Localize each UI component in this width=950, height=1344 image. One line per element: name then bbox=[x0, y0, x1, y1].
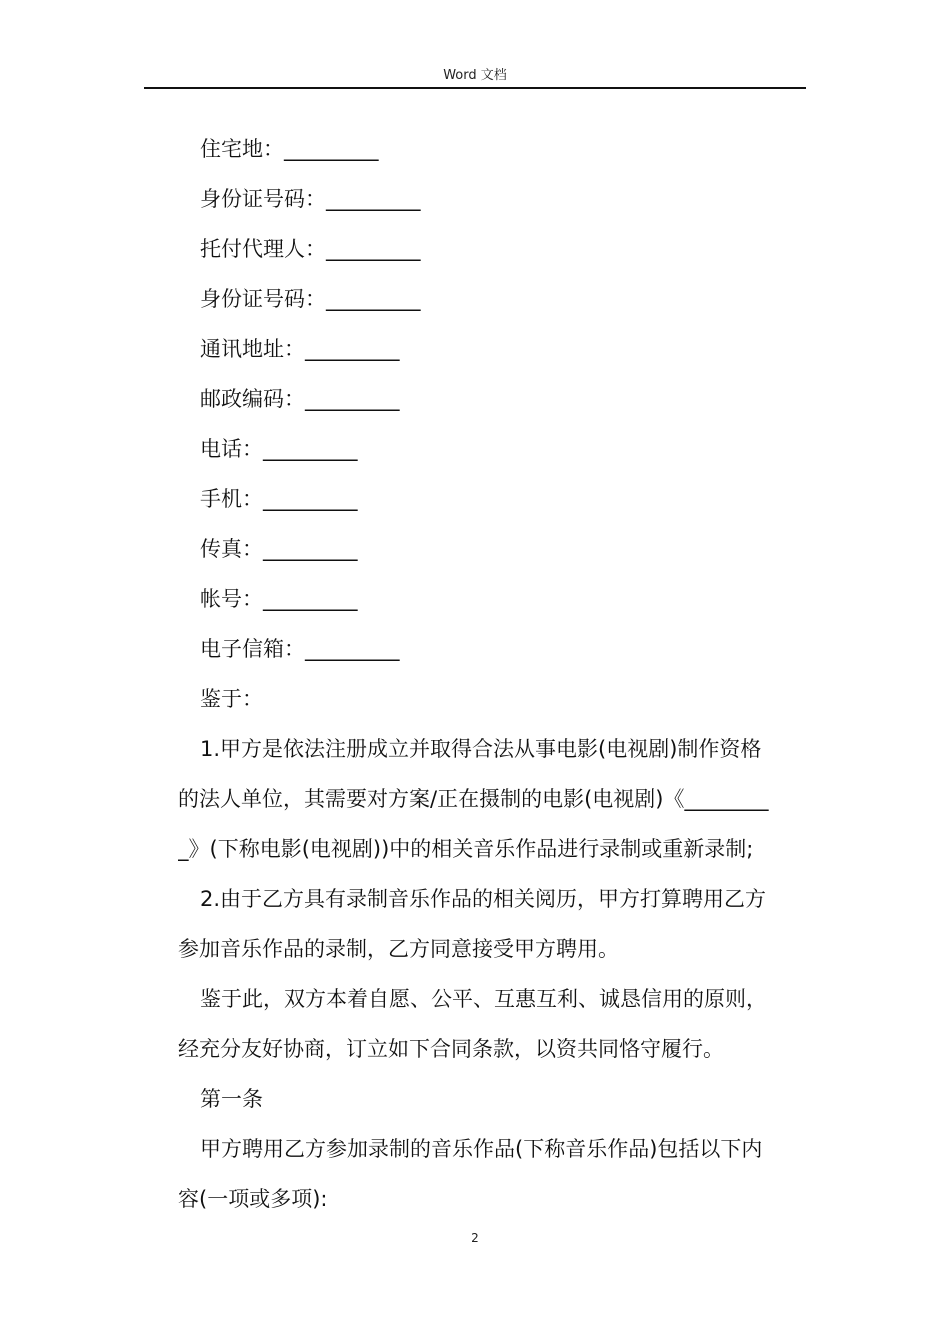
field-agent: 托付代理人：_________ bbox=[200, 237, 421, 261]
article-1-body-line-2: 容(一项或多项): bbox=[178, 1187, 328, 1211]
header-divider bbox=[144, 87, 806, 89]
field-fax: 传真：_________ bbox=[200, 537, 358, 561]
whereas-clause-1-line-2: 的法人单位，其需要对方案/正在摄制的电影(电视剧)《________ bbox=[178, 787, 769, 811]
whereas-clause-2-line-2: 参加音乐作品的录制，乙方同意接受甲方聘用。 bbox=[178, 937, 619, 961]
whereas-clause-1-line-1: 1.甲方是依法注册成立并取得合法从事电影(电视剧)制作资格 bbox=[200, 737, 762, 761]
field-mobile: 手机：_________ bbox=[200, 487, 358, 511]
field-email: 电子信箱：_________ bbox=[200, 637, 400, 661]
field-agent-id-number: 身份证号码：_________ bbox=[200, 287, 421, 311]
whereas-clause-1-line-3: _》(下称电影(电视剧))中的相关音乐作品进行录制或重新录制; bbox=[178, 837, 754, 861]
field-mailing-address: 通讯地址：_________ bbox=[200, 337, 400, 361]
field-id-number: 身份证号码：_________ bbox=[200, 187, 421, 211]
page-header: Word 文档 bbox=[443, 68, 507, 83]
whereas-heading: 鉴于： bbox=[200, 687, 263, 711]
document-body bbox=[178, 129, 808, 1229]
field-account: 帐号：_________ bbox=[200, 587, 358, 611]
whereas-clause-2-line-1: 2.由于乙方具有录制音乐作品的相关阅历，甲方打算聘用乙方 bbox=[200, 887, 767, 911]
field-postal-code: 邮政编码：_________ bbox=[200, 387, 400, 411]
agreement-paragraph-line-1: 鉴于此，双方本着自愿、公平、互惠互利、诚恳信用的原则， bbox=[200, 987, 767, 1011]
article-1-body-line-1: 甲方聘用乙方参加录制的音乐作品(下称音乐作品)包括以下内 bbox=[200, 1137, 763, 1161]
field-phone: 电话：_________ bbox=[200, 437, 358, 461]
article-1-heading: 第一条 bbox=[200, 1087, 263, 1111]
agreement-paragraph-line-2: 经充分友好协商，订立如下合同条款，以资共同恪守履行。 bbox=[178, 1037, 724, 1061]
field-residence: 住宅地：_________ bbox=[200, 137, 379, 161]
page-number: 2 bbox=[471, 1231, 479, 1245]
